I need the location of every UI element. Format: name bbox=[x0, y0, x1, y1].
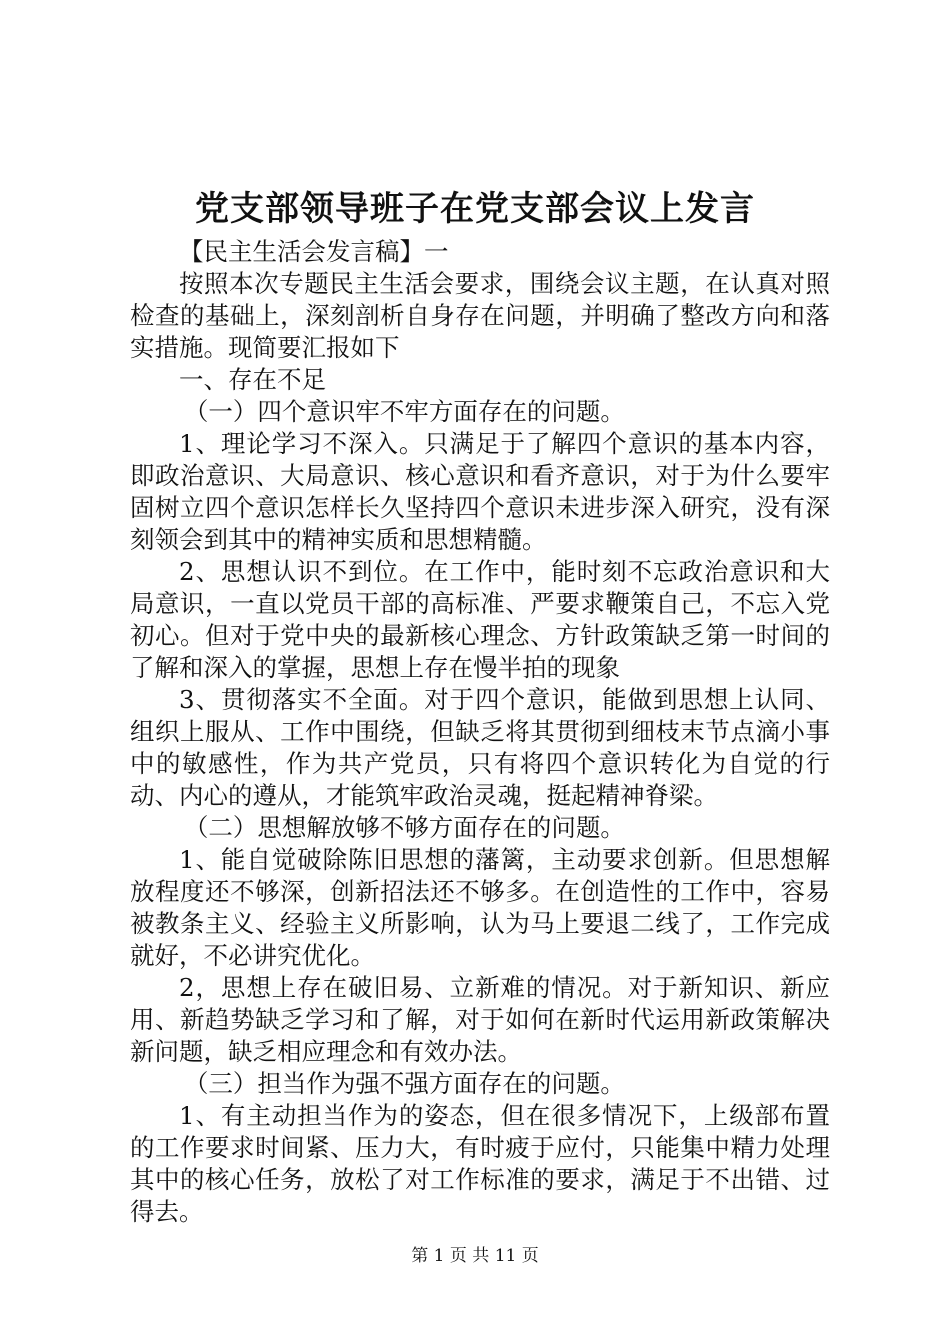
paragraph-intro: 按照本次专题民主生活会要求，围绕会议主题，在认真对照检查的基础上，深刻剖析自身存在问题，并明确了整改方向和落实措施。现简要汇报如下 bbox=[130, 269, 830, 362]
section-heading: 一、存在不足 bbox=[179, 365, 326, 394]
document-title: 党支部领导班子在党支部会议上发言 bbox=[195, 189, 755, 229]
page-footer: 第 1 页 共 11 页 bbox=[411, 1246, 539, 1266]
subsection-heading: （一）四个意识牢不牢方面存在的问题。 bbox=[183, 397, 625, 426]
subsection-heading: （二）思想解放够不够方面存在的问题。 bbox=[183, 813, 625, 842]
document-body bbox=[130, 236, 830, 1228]
paragraph: 1、有主动担当作为的姿态，但在很多情况下，上级部布置的工作要求时间紧、压力大，有时疲于应付，只能集中精力处理其中的核心任务，放松了对工作标准的要求，满足于不出错、过得去。 bbox=[130, 1101, 830, 1226]
subsection-heading: （三）担当作为强不强方面存在的问题。 bbox=[183, 1069, 625, 1098]
paragraph: 2，思想上存在破旧易、立新难的情况。对于新知识、新应用、新趋势缺乏学习和了解，对于如何在新时代运用新政策解决新问题，缺乏相应理念和有效办法。 bbox=[130, 973, 830, 1066]
paragraph: 1、能自觉破除陈旧思想的藩篱，主动要求创新。但思想解放程度还不够深，创新招法还不够多。在创造性的工作中，容易被教条主义、经验主义所影响，认为马上要退二线了，工作完成就好，不必讲究优化。 bbox=[130, 845, 830, 970]
paragraph: 3、贯彻落实不全面。对于四个意识，能做到思想上认同、组织上服从、工作中围绕，但缺乏将其贯彻到细枝末节点滴小事中的敏感性，作为共产党员，只有将四个意识转化为自觉的行动、内心的遵从，才能筑牢政治灵魂，挺起精神脊梁。 bbox=[130, 685, 830, 810]
paragraph-heading-tag: 【民主生活会发言稿】一 bbox=[179, 237, 449, 266]
paragraph: 2、思想认识不到位。在工作中，能时刻不忘政治意识和大局意识，一直以党员干部的高标准、严要求鞭策自己，不忘入党初心。但对于党中央的最新核心理念、方针政策缺乏第一时间的了解和深入的掌握，思想上存在慢半拍的现象 bbox=[130, 557, 830, 682]
paragraph: 1、理论学习不深入。只满足于了解四个意识的基本内容，即政治意识、大局意识、核心意识和看齐意识，对于为什么要牢固树立四个意识怎样长久坚持四个意识未进步深入研究，没有深刻领会到其中的精神实质和思想精髓。 bbox=[130, 429, 830, 554]
